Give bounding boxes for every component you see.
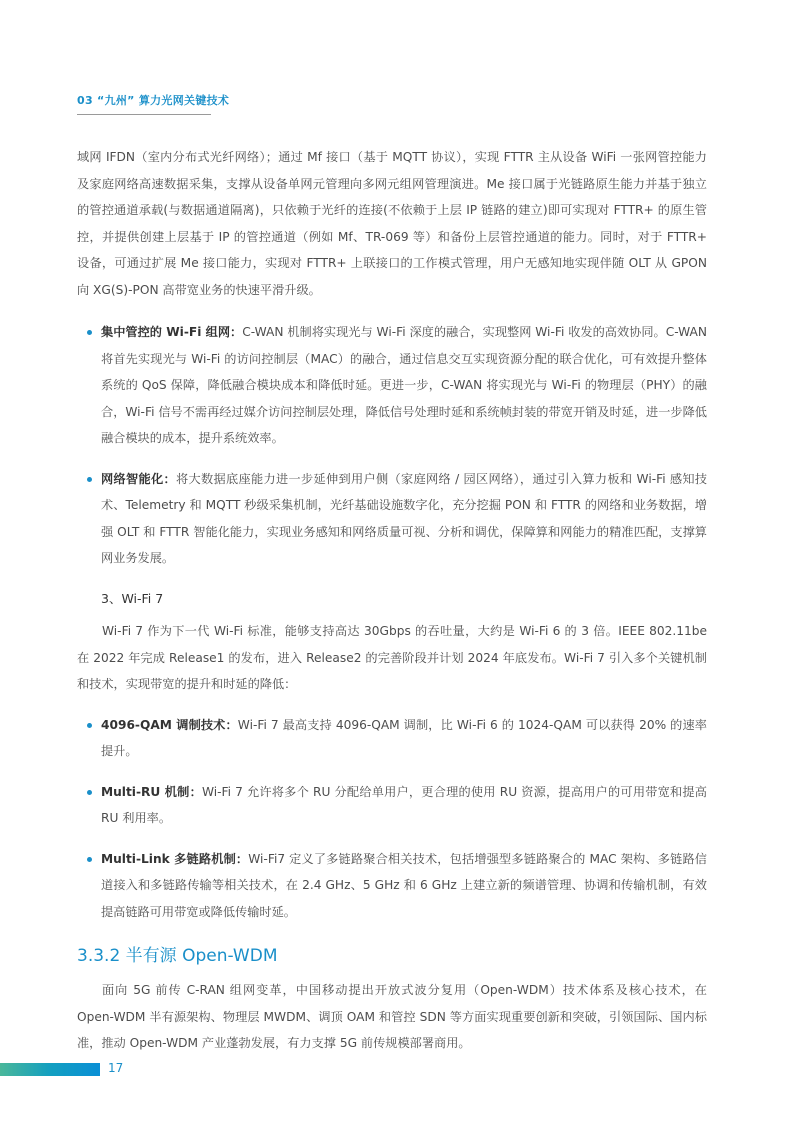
footer-accent-bar <box>0 1063 100 1076</box>
bullet-text: Wi-Fi 7 最高支持 4096-QAM 调制，比 Wi-Fi 6 的 1024-QAM 可以获得 20% 的速率提升。 <box>101 717 707 758</box>
section-paragraph: 面向 5G 前传 C-RAN 组网变革，中国移动提出开放式波分复用（Open-WDM）技术体系及核心技术，在 Open-WDM 半有源架构、物理层 MWDM、调顶 OAM 和管控 SDN 等方面实现重要创新和突破，引领国际、国内标准，推动 Open-WDM 产业蓬勃发展，有力支撑 5G 前传规模部署商用。 <box>77 983 707 1050</box>
bullet-dot-icon <box>87 477 92 482</box>
page-content <box>77 144 707 1057</box>
bullet-item <box>77 846 707 926</box>
bullet-dot-icon <box>87 723 92 728</box>
bullet-item <box>77 319 707 452</box>
subheading: 3、Wi-Fi 7 <box>101 590 164 606</box>
bullet-term: 集中管控的 Wi-Fi 组网： <box>101 325 243 339</box>
running-header: 03 “九州” 算力光网关键技术 <box>77 92 211 115</box>
bullet-term: Multi-Link 多链路机制： <box>101 851 249 866</box>
bullet-text: C-WAN 机制将实现光与 Wi-Fi 深度的融合，实现整网 Wi-Fi 收发的高效协同。C-WAN 将首先实现光与 Wi-Fi 的访问控制层（MAC）的融合，通过信息交互实现资源分配的联合优化，可有效提升整体系统的 QoS 保障，降低融合模块成本和降低时延。更进一步，C-WAN 将实现光与 Wi-Fi 的物理层（PHY）的融合，Wi-Fi 信号不需再经过媒介访问控制层处理，降低信号处理时延和系统帧封装的带宽开销及时延，进一步降低融合模块的成本，提升系统效率。 <box>101 325 707 445</box>
page-number: 17 <box>108 1061 124 1075</box>
bullet-dot-icon <box>87 330 92 335</box>
intro-paragraph: 域网 IFDN（室内分布式光纤网络）；通过 Mf 接口（基于 MQTT 协议），实现 FTTR 主从设备 WiFi 一张网管控能力及家庭网络高速数据采集，支撑从设备单网元管理向多网元组网管理演进。Me 接口属于光链路原生能力并基于独立的管控通道承载(与数据通道隔离)，只依赖于光纤的连接(不依赖于上层 IP 链路的建立)即可实现对 FTTR+ 的原生管控，并提供创建上层基于 IP 的管控通道（例如 Mf、TR-069 等）和备份上层管控通道的能力。同时，对于 FTTR+ 设备，可通过扩展 Me 接口能力，实现对 FTTR+ 上联接口的工作模式管理，用户无感知地实现伴随 OLT 从 GPON 向 XG(S)-PON 高带宽业务的快速平滑升级。 <box>77 150 707 297</box>
bullet-dot-icon <box>87 857 92 862</box>
bullet-term: Multi-RU 机制： <box>101 784 202 799</box>
section-title: 3.3.2 半有源 Open-WDM <box>77 946 278 966</box>
wifi7-paragraph: Wi-Fi 7 作为下一代 Wi-Fi 标准，能够支持高达 30Gbps 的吞吐量，大约是 Wi-Fi 6 的 3 倍。IEEE 802.11be 在 2022 年完成 Release1 的发布，进入 Release2 的完善阶段并计划 2024 年底发布。Wi-Fi 7 引入多个关键机制和技术，实现带宽的提升和时延的降低： <box>77 624 707 691</box>
bullet-text: 将大数据底座能力进一步延伸到用户侧（家庭网络 / 园区网络），通过引入算力板和 Wi-Fi 感知技术、Telemetry 和 MQTT 秒级采集机制，光纤基础设施数字化，充分挖掘 PON 和 FTTR 的网络和业务数据，增强 OLT 和 FTTR 智能化能力，实现业务感知和网络质量可视、分析和调优，保障算和网能力的精准匹配，支撑算网业务发展。 <box>101 471 708 565</box>
bullet-dot-icon <box>87 790 92 795</box>
bullet-item <box>77 466 707 572</box>
bullet-text: Wi-Fi7 定义了多链路聚合相关技术，包括增强型多链路聚合的 MAC 架构、多链路信道接入和多链路传输等相关技术，在 2.4 GHz、5 GHz 和 6 GHz 上建立新的频谱管理、协调和传输机制，有效提高链路可用带宽或降低传输时延。 <box>101 851 707 919</box>
bullet-item <box>77 779 707 832</box>
bullet-term: 4096-QAM 调制技术： <box>101 717 238 732</box>
bullet-item <box>77 712 707 765</box>
bullet-term: 网络智能化： <box>101 471 176 486</box>
bullet-text: Wi-Fi 7 允许将多个 RU 分配给单用户，更合理的使用 RU 资源，提高用户的可用带宽和提高 RU 利用率。 <box>101 784 707 825</box>
